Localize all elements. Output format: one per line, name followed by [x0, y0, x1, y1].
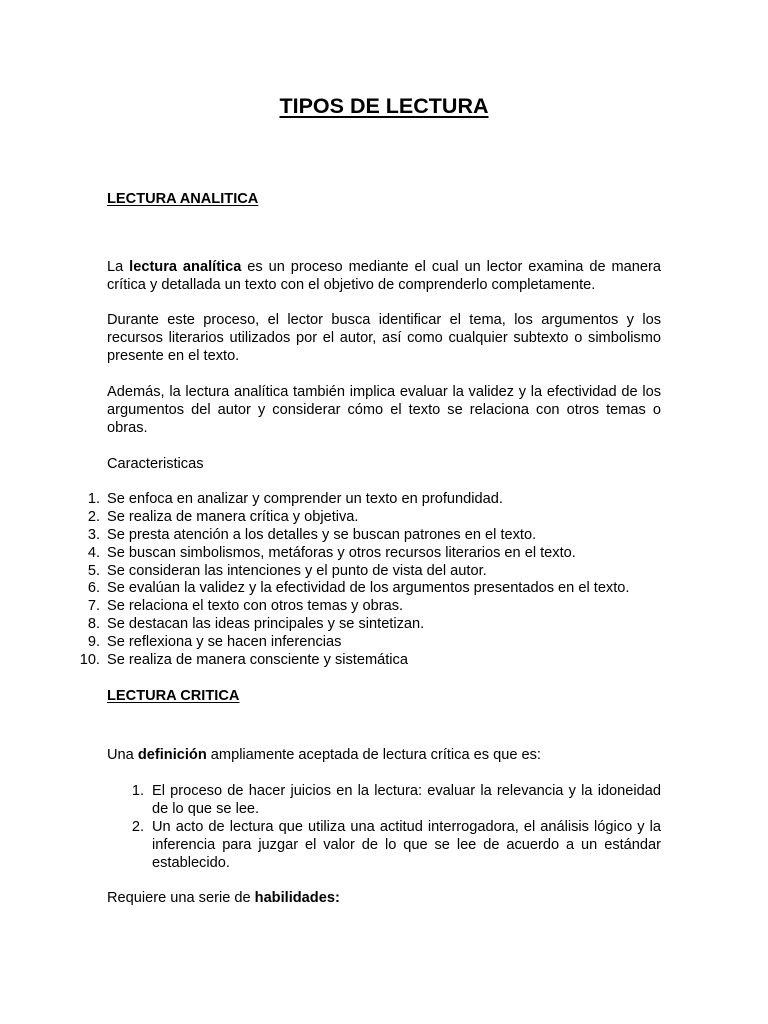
list-number: 4.: [87, 544, 100, 561]
paragraph-text: Requiere una serie de: [107, 890, 255, 906]
characteristic-item: [0, 615, 700, 633]
list-number: 2.: [131, 819, 144, 835]
bold-term: definición: [137, 747, 207, 763]
list-number: 2.: [87, 508, 100, 525]
list-text: Se enfoca en analizar y comprender un texto en profundidad.: [107, 491, 503, 507]
characteristic-item: [0, 633, 700, 651]
paragraph-text: Una: [107, 747, 138, 763]
bold-term: lectura analítica: [129, 259, 242, 275]
list-number: 7.: [87, 598, 100, 615]
list-number: 8.: [87, 616, 100, 633]
definition-item: [0, 818, 700, 872]
paragraph-analitica-definition: [107, 258, 661, 294]
characteristic-item: [0, 508, 700, 526]
characteristic-item: [0, 526, 700, 544]
paragraph-analitica-evaluation: Además, la lectura analítica también implica evaluar la validez y la efectividad de los argumentos del autor y considerar cómo el texto se relaciona con otros temas o obras.: [107, 384, 661, 436]
list-text: Se presta atención a los detalles y se buscan patrones en el texto.: [107, 526, 537, 543]
list-number: 1.: [87, 491, 100, 507]
characteristics-list: [0, 490, 700, 669]
list-text: Se evalúan la validez y la efectividad de los argumentos presentados en el texto.: [107, 580, 630, 597]
list-text: Se relaciona el texto con otros temas y obras.: [107, 598, 404, 615]
list-number: 5.: [87, 562, 100, 579]
bold-term: habilidades:: [254, 890, 340, 906]
list-number: 6.: [87, 580, 100, 597]
definition-item: [0, 782, 700, 818]
list-text: Se reflexiona y se hacen inferencias: [107, 634, 342, 651]
characteristic-item: [0, 651, 700, 669]
list-number: 10.: [79, 652, 100, 669]
paragraph-skills: [107, 889, 340, 907]
list-number: 9.: [87, 634, 100, 651]
section-heading-lectura-analitica: LECTURA ANALITICA: [107, 191, 259, 207]
list-text: Se realiza de manera consciente y sistemática: [107, 652, 408, 669]
characteristic-item: [0, 544, 700, 562]
list-number: 1.: [131, 783, 144, 799]
paragraph-text: es un proceso mediante el cual un lector examina de manera crítica y detallada un texto con el objetivo de comprenderlo completamente.: [107, 259, 661, 293]
document-title: TIPOS DE LECTURA: [279, 94, 489, 118]
paragraph-text: La: [107, 259, 130, 275]
definitions-list: [0, 782, 700, 872]
characteristic-item: [0, 579, 700, 597]
list-text: Se buscan simbolismos, metáforas y otros recursos literarios en el texto.: [107, 544, 576, 561]
paragraph-text: ampliamente aceptada de lectura crítica es que es:: [206, 747, 541, 763]
section-heading-lectura-critica: LECTURA CRITICA: [107, 688, 240, 704]
list-text: Un acto de lectura que utiliza una actitud interrogadora, el análisis lógico y la inferencia para juzgar el valor de lo que se lee de acuerdo a un estándar establecido.: [152, 819, 661, 871]
list-text: El proceso de hacer juicios en la lectura: evaluar la relevancia y la idoneidad de lo que se lee.: [152, 783, 661, 817]
list-text: Se realiza de manera crítica y objetiva.: [107, 508, 359, 525]
characteristic-item: [0, 597, 700, 615]
paragraph-analitica-process: Durante este proceso, el lector busca identificar el tema, los argumentos y los recursos literarios utilizados por el autor, así como cualquier subtexto o simbolismo presente en el texto.: [107, 312, 661, 364]
characteristic-item: [0, 490, 700, 508]
list-text: Se consideran las intenciones y el punto de vista del autor.: [107, 562, 487, 579]
characteristic-item: [0, 562, 700, 580]
characteristics-label: Caracteristicas: [107, 456, 204, 472]
paragraph-critica-intro: [107, 746, 541, 764]
list-number: 3.: [87, 526, 100, 543]
list-text: Se destacan las ideas principales y se sintetizan.: [107, 616, 425, 633]
